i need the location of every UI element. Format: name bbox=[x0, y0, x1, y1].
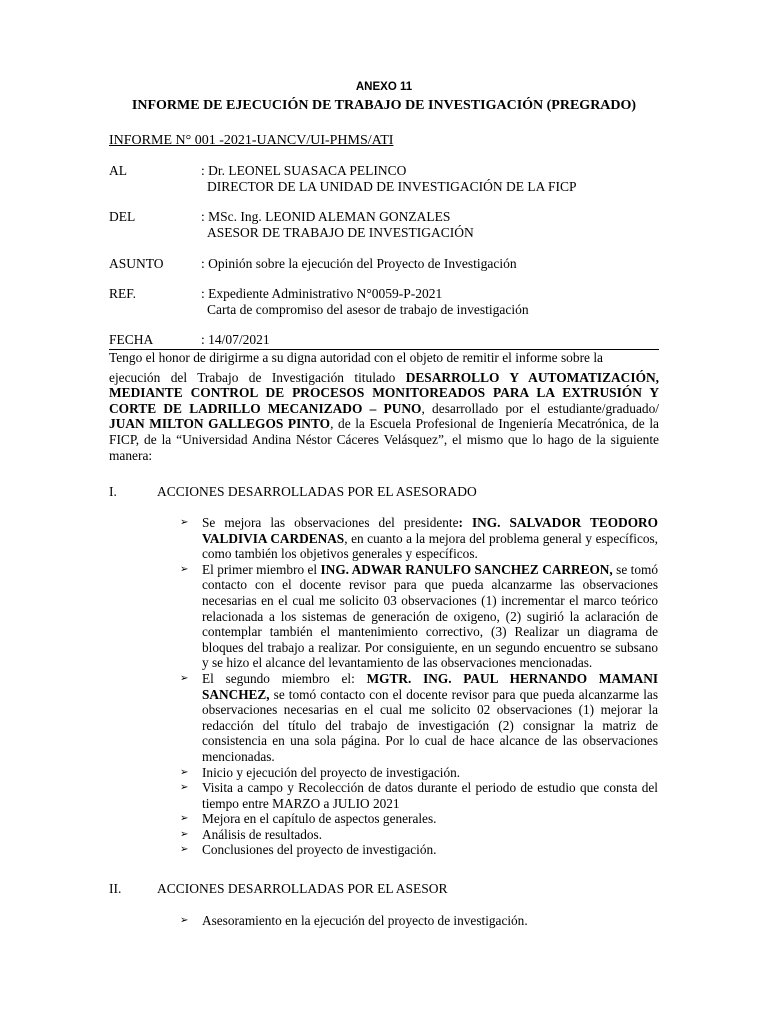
ref-line1: : Expediente Administrativo N°0059-P-2021 bbox=[201, 286, 443, 301]
item-text: Análisis de resultados. bbox=[202, 826, 323, 842]
item-name: MGTR. ING. PAUL HERNANDO MAMANI SANCHEZ, bbox=[202, 670, 659, 702]
report-number: INFORME N° 001 -2021-UANCV/UI-PHMS/ATI bbox=[109, 133, 394, 148]
student-name: JUAN MILTON GALLEGOS PINTO bbox=[109, 416, 331, 432]
intro-part2: , desarrollado por el estudiante/graduado/ bbox=[421, 400, 659, 416]
del-value bbox=[201, 209, 474, 240]
asunto-line1: : Opinión sobre la ejecución del Proyecto de Investigación bbox=[201, 256, 517, 271]
del-line2: ASESOR DE TRABAJO DE INVESTIGACIÓN bbox=[207, 224, 474, 240]
item-text: El segundo miembro el: bbox=[202, 670, 367, 686]
arrow-bullet-icon: ➢ bbox=[180, 563, 189, 575]
list-item bbox=[180, 780, 658, 811]
item-text-tail: se tomó contacto con el docente revisor para que pueda alcanzarme las observaciones necesarias en el cual me solicito 03 observaciones (1) incrementar el marco teórico relacionada a los sistemas de generación de oxigeno, (2) sugirió la aclaración de contemplar también el mantenimiento correctivo, (3) Realizar un diagrama de bloques del trabajo a realizar. Por consiguiente, en un segundo encuentro se subsano y se hizo el alcance del levantamiento de las observaciones mencionadas. bbox=[202, 561, 658, 671]
del-line1: : MSc. Ing. LEONID ALEMAN GONZALES bbox=[201, 209, 451, 224]
asunto-value bbox=[201, 256, 517, 272]
section1-list bbox=[180, 515, 658, 858]
section2-number: II. bbox=[109, 881, 122, 896]
arrow-bullet-icon: ➢ bbox=[180, 782, 189, 794]
arrow-bullet-icon: ➢ bbox=[180, 915, 189, 926]
fecha-label: FECHA bbox=[109, 332, 154, 347]
item-text: Se mejora las observaciones del presidente bbox=[202, 515, 459, 530]
item-text-tail: se tomó contacto con el docente revisor para que pueda alcanzarme las observaciones necesarias en el cual me solicito 02 observaciones (1) mejorar la redacción del título del trabajo de investigación (2) consignar la matriz de consistencia en una sola página. Por lo cual de hace alcance de las observaciones mencionadas. bbox=[202, 686, 658, 764]
item-text: Visita a campo y Recolección de datos durante el periodo de estudio que consta del tiempo entre MARZO a JULIO 2021 bbox=[202, 780, 658, 811]
ref-line2: Carta de compromiso del asesor de trabajo de investigación bbox=[207, 301, 529, 317]
list-item bbox=[180, 811, 658, 827]
del-label: DEL bbox=[109, 209, 136, 224]
item-text: Conclusiones del proyecto de investigación. bbox=[202, 842, 437, 858]
al-label: AL bbox=[109, 163, 127, 178]
item-text: Mejora en el capítulo de aspectos generales. bbox=[202, 811, 437, 827]
item-text: Asesoramiento en la ejecución del proyecto de investigación. bbox=[202, 913, 528, 928]
arrow-bullet-icon: ➢ bbox=[180, 813, 189, 825]
item-text: El primer miembro el bbox=[202, 561, 321, 577]
al-value bbox=[201, 163, 577, 194]
al-line1: : Dr. LEONEL SUASACA PELINCO bbox=[201, 163, 407, 178]
item-text-tail: , en cuanto a la mejora del problema general y específicos, como también los objetivos generales y específicos. bbox=[202, 530, 658, 562]
arrow-bullet-icon: ➢ bbox=[180, 828, 189, 840]
item-text: Inicio y ejecución del proyecto de investigación. bbox=[202, 764, 461, 780]
item-name: ING. ADWAR RANULFO SANCHEZ CARREON, bbox=[320, 561, 613, 577]
arrow-bullet-icon: ➢ bbox=[180, 672, 189, 684]
list-item bbox=[180, 515, 658, 562]
annex-label: ANEXO 11 bbox=[355, 81, 413, 93]
list-item bbox=[180, 671, 658, 765]
fecha-value bbox=[201, 332, 270, 348]
list-item bbox=[180, 562, 658, 671]
ref-label: REF. bbox=[109, 286, 137, 301]
intro-part3: , de la Escuela Profesional de Ingeniería Mecatrónica, de la FICP, de la “Universidad Andina Néstor Cáceres Velásquez”, el mismo que lo hago de la siguiente manera: bbox=[109, 416, 659, 463]
list-item bbox=[180, 913, 658, 929]
arrow-bullet-icon: ➢ bbox=[180, 766, 189, 778]
fecha-line1: : 14/07/2021 bbox=[201, 332, 270, 347]
list-item bbox=[180, 765, 658, 781]
list-item bbox=[180, 842, 658, 858]
project-title: DESARROLLO Y AUTOMATIZACIÓN, MEDIANTE CONTROL DE PROCESOS MONITOREADOS PARA LA EXTRUSIÓN Y CORTE DE LADRILLO MECANIZADO – PUNO bbox=[109, 369, 659, 416]
document-title: INFORME DE EJECUCIÓN DE TRABAJO DE INVESTIGACIÓN (PREGRADO) bbox=[131, 98, 637, 113]
intro-part1: ejecución del Trabajo de Investigación titulado bbox=[109, 369, 406, 385]
section1-number: I. bbox=[109, 484, 117, 499]
intro-line1: Tengo el honor de dirigirme a su digna autoridad con el objeto de remitir el informe sobre la bbox=[109, 350, 603, 365]
section2-list bbox=[180, 913, 658, 929]
arrow-bullet-icon: ➢ bbox=[180, 844, 189, 856]
list-item bbox=[180, 827, 658, 843]
asunto-label: ASUNTO bbox=[109, 256, 164, 271]
arrow-bullet-icon: ➢ bbox=[180, 517, 189, 528]
item-name: : ING. SALVADOR TEODORO VALDIVIA CARDENAS bbox=[202, 515, 658, 546]
intro-paragraph bbox=[109, 350, 659, 463]
section1-title: ACCIONES DESARROLLADAS POR EL ASESORADO bbox=[157, 484, 477, 499]
ref-value bbox=[201, 286, 529, 317]
section2-title: ACCIONES DESARROLLADAS POR EL ASESOR bbox=[157, 881, 448, 896]
al-line2: DIRECTOR DE LA UNIDAD DE INVESTIGACIÓN DE LA FICP bbox=[207, 178, 577, 194]
